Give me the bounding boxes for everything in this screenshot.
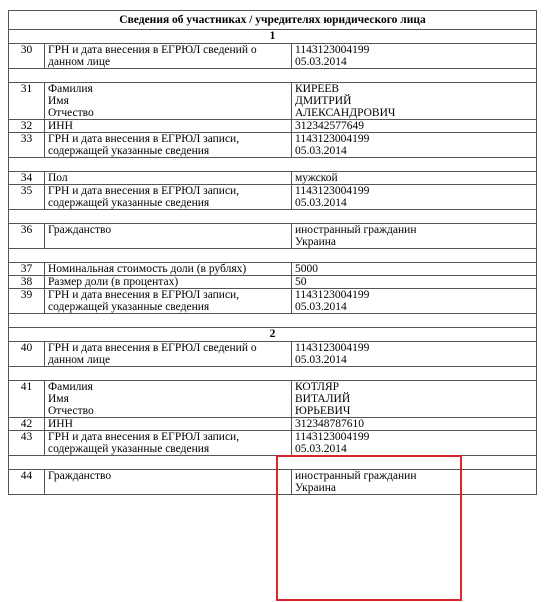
row-number: 36 [9,224,45,249]
row-value [292,342,537,367]
row-label [45,83,292,120]
row-value-line: мужской [295,172,338,184]
row-label [45,44,292,69]
row-value [292,418,537,431]
row-label [45,185,292,210]
table-row [9,431,537,456]
spacer-cell [9,456,537,470]
row-label [45,133,292,158]
row-value-line: 1143123004199 [295,133,370,145]
table-row [9,289,537,314]
row-value-line: иностранный гражданин [295,224,417,236]
row-label-line: содержащей указанные сведения [48,197,210,209]
spacer-row [9,367,537,381]
row-value-line: 05.03.2014 [295,354,347,366]
row-label-line: содержащей указанные сведения [48,443,210,455]
table-title-row [9,11,537,30]
row-label-line: ГРН и дата внесения в ЕГРЮЛ записи, [48,185,240,197]
row-label-line: Имя [48,393,69,405]
row-label-line: Пол [48,172,68,184]
row-value [292,431,537,456]
table-row [9,185,537,210]
row-value-line: Украина [295,236,336,248]
row-label-line: Размер доли (в процентах) [48,276,179,288]
row-value [292,263,537,276]
row-value [292,224,537,249]
table-row [9,133,537,158]
row-value-line: 05.03.2014 [295,301,347,313]
table-row [9,276,537,289]
row-value-line: 05.03.2014 [295,443,347,455]
row-label-line: содержащей указанные сведения [48,145,210,157]
row-number: 34 [9,172,45,185]
row-value-line: Украина [295,482,336,494]
row-label-line: Имя [48,95,69,107]
row-number: 39 [9,289,45,314]
row-label [45,276,292,289]
egrul-extract [8,10,536,495]
spacer-cell [9,314,537,328]
row-label-line: данном лице [48,56,111,68]
table-row [9,470,537,495]
row-value-line: 1143123004199 [295,44,370,56]
row-number: 35 [9,185,45,210]
row-label [45,172,292,185]
row-value [292,133,537,158]
table-row [9,418,537,431]
row-value-line: 312342577649 [295,120,364,132]
row-label [45,120,292,133]
row-label-line: ИНН [48,418,73,430]
table-row [9,44,537,69]
row-label-line: ГРН и дата внесения в ЕГРЮЛ записи, [48,431,240,443]
section-header [9,328,537,342]
row-label-line: содержащей указанные сведения [48,301,210,313]
row-value-line: КИРЕЕВ [295,83,340,95]
row-value-line: ЮРЬЕВИЧ [295,405,351,417]
row-label-line: Отчество [48,405,94,417]
spacer-cell [9,158,537,172]
spacer-row [9,210,537,224]
spacer-row [9,69,537,83]
row-value-line: 50 [295,276,307,288]
row-label [45,263,292,276]
row-label-line: ИНН [48,120,73,132]
row-label [45,224,292,249]
row-value [292,289,537,314]
row-value-line: 05.03.2014 [295,56,347,68]
spacer-cell [9,367,537,381]
table-title: Сведения об участниках / учредителях юридического лица [9,11,537,30]
table-row [9,172,537,185]
row-number: 37 [9,263,45,276]
table-row [9,381,537,418]
spacer-cell [9,69,537,83]
spacer-row [9,456,537,470]
row-value [292,120,537,133]
row-label-line: Гражданство [48,224,112,236]
row-value-line: АЛЕКСАНДРОВИЧ [295,107,396,119]
row-value [292,276,537,289]
row-value-line: иностранный гражданин [295,470,417,482]
spacer-cell [9,249,537,263]
row-value-line: 05.03.2014 [295,197,347,209]
row-label [45,431,292,456]
row-value-line: 1143123004199 [295,431,370,443]
participants-table [8,10,537,495]
row-value [292,185,537,210]
row-number: 32 [9,120,45,133]
row-value-line: 312348787610 [295,418,364,430]
row-value [292,381,537,418]
row-value-line: 1143123004199 [295,185,370,197]
table-row [9,120,537,133]
row-label-line: Номинальная стоимость доли (в рублях) [48,263,247,275]
row-label [45,418,292,431]
row-value-line: КОТЛЯР [295,381,340,393]
section-number: 2 [9,328,537,342]
table-row [9,83,537,120]
row-label-line: ГРН и дата внесения в ЕГРЮЛ записи, [48,289,240,301]
row-value-line: ВИТАЛИЙ [295,393,351,405]
spacer-row [9,158,537,172]
table-row [9,342,537,367]
section-header [9,30,537,44]
row-value-line: 1143123004199 [295,342,370,354]
row-number: 43 [9,431,45,456]
row-value-line: 5000 [295,263,318,275]
row-value [292,83,537,120]
row-number: 38 [9,276,45,289]
table-row [9,263,537,276]
row-label-line: Фамилия [48,83,93,95]
row-number: 41 [9,381,45,418]
row-label-line: ГРН и дата внесения в ЕГРЮЛ сведений о [48,342,257,354]
row-label-line: ГРН и дата внесения в ЕГРЮЛ записи, [48,133,240,145]
spacer-row [9,249,537,263]
row-value [292,172,537,185]
row-value [292,470,537,495]
table-row [9,224,537,249]
row-label-line: данном лице [48,354,111,366]
row-value-line: 1143123004199 [295,289,370,301]
row-label [45,470,292,495]
row-label-line: Гражданство [48,470,112,482]
section-number: 1 [9,30,537,44]
row-number: 42 [9,418,45,431]
row-label-line: Отчество [48,107,94,119]
row-value-line: 05.03.2014 [295,145,347,157]
row-number: 30 [9,44,45,69]
row-number: 31 [9,83,45,120]
row-label [45,342,292,367]
row-number: 33 [9,133,45,158]
spacer-row [9,314,537,328]
row-value-line: ДМИТРИЙ [295,95,352,107]
row-label [45,289,292,314]
row-number: 40 [9,342,45,367]
row-label-line: ГРН и дата внесения в ЕГРЮЛ сведений о [48,44,257,56]
row-label-line: Фамилия [48,381,93,393]
row-value [292,44,537,69]
row-label [45,381,292,418]
row-number: 44 [9,470,45,495]
spacer-cell [9,210,537,224]
